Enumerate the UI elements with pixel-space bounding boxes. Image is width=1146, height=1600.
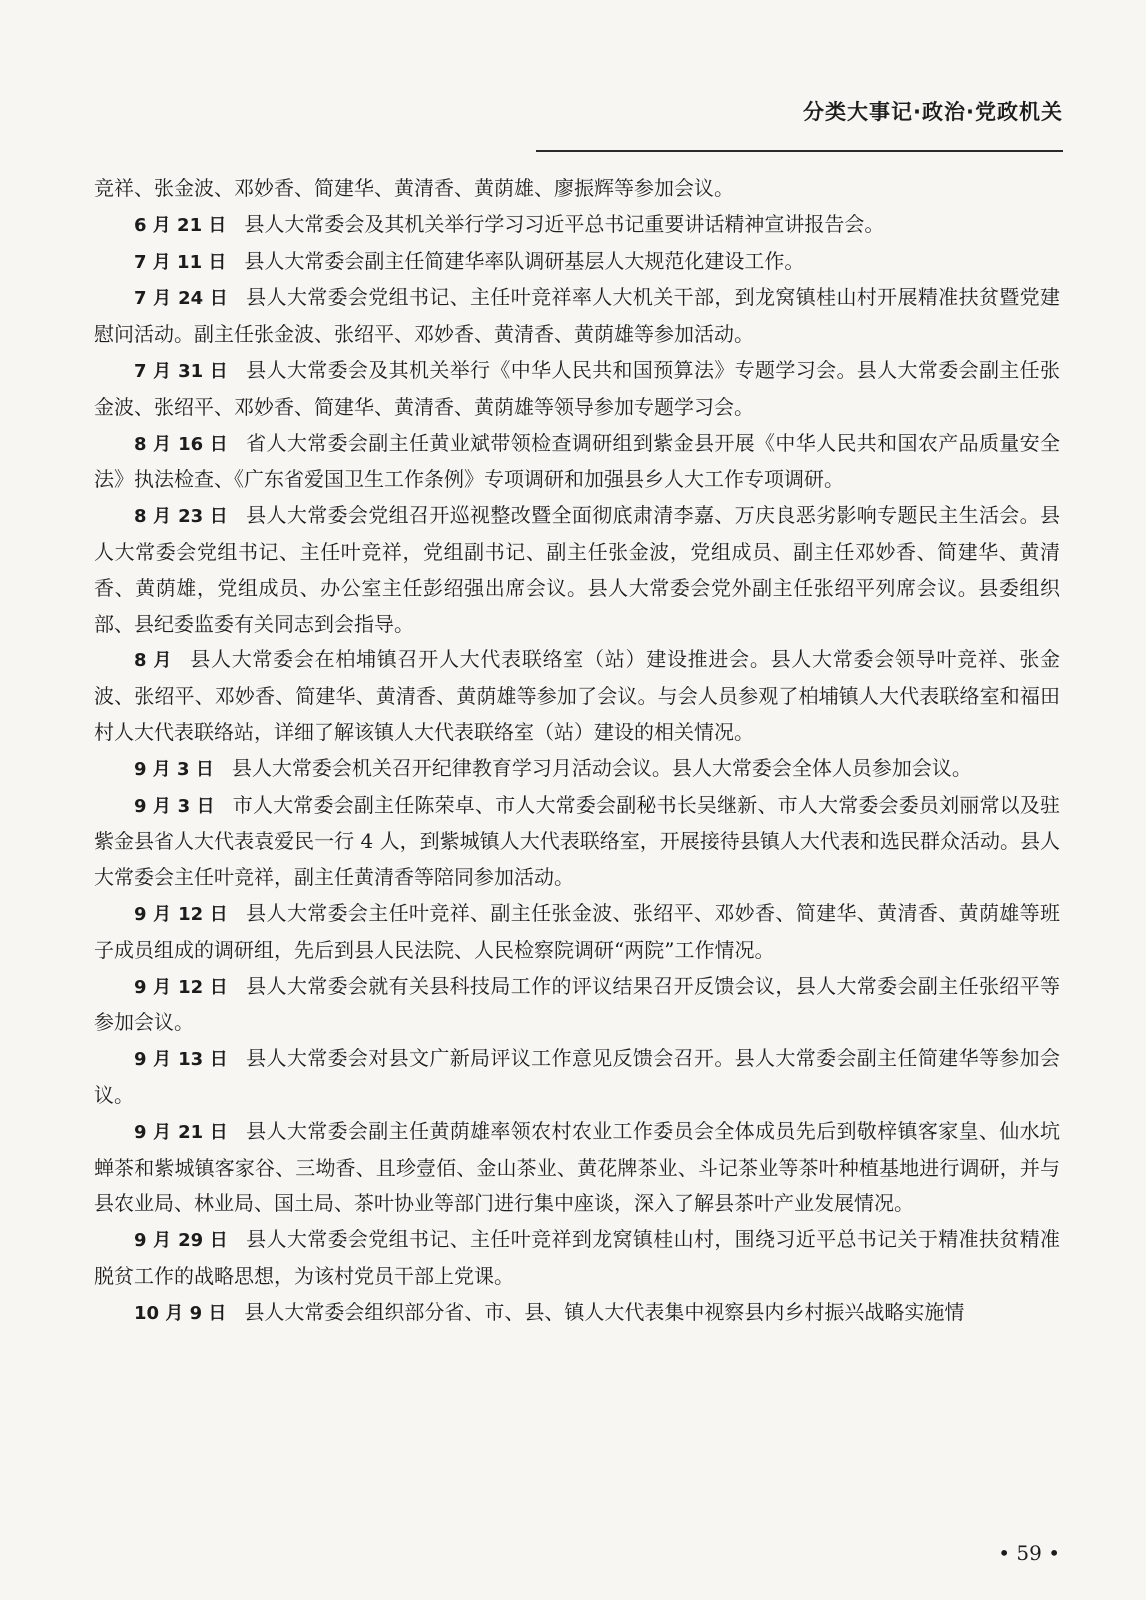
entry-date: 8 月 16 日 [134,433,229,455]
entry-date: 9 月 29 日 [134,1230,229,1252]
entry-date: 9 月 21 日 [134,1121,229,1143]
entry-text: 县人大常委会对县文广新局评议工作意见反馈会召开。县人大常委会副主任简建华等参加会议。 [94,1046,1061,1107]
entry-paragraph [94,642,1060,750]
entry-text: 县人大常委会就有关县科技局工作的评议结果召开反馈会议，县人大常委会副主任张绍平等参加会议。 [94,973,1061,1035]
entry-paragraph [94,896,1060,969]
entry-date: 9 月 12 日 [134,903,229,925]
entry-paragraph [94,426,1060,499]
entry-text: 县人大常委会党组书记、主任叶竞祥到龙窝镇桂山村，围绕习近平总书记关于精准扶贫精准脱贫工作的战略思想，为该村党员干部上党课。 [94,1227,1061,1288]
entry-text: 县人大常委会机关召开纪律教育学习月活动会议。县人大常委会全体人员参加会议。 [231,755,972,780]
entry-date: 7 月 11 日 [134,251,227,273]
entry-paragraph [94,1222,1060,1295]
entry-paragraph [94,498,1060,642]
entry-text: 县人大常委会党组召开巡视整改暨全面彻底肃清李嘉、万庆良恶劣影响专题民主生活会。县人大常委会党组书记、主任叶竞祥，党组副书记、副主任张金波，党组成员、副主任邓妙香、简建华、黄清香、黄荫雄，党组成员、办公室主任彭绍强出席会议。县人大常委会党外副主任张绍平列席会议。县委组织部、县纪委监委有关同志到会指导。 [94,503,1061,636]
entry-text: 县人大常委会党组书记、主任叶竞祥率人大机关干部，到龙窝镇桂山村开展精准扶贫暨党建慰问活动。副主任张金波、张绍平、邓妙香、黄清香、黄荫雄等参加活动。 [94,285,1061,347]
entry-paragraph [94,788,1060,896]
page-number: • 59 • [998,1541,1060,1565]
entry-date: 8 月 [134,650,173,672]
entry-paragraph [94,244,1060,281]
entry-date: 9 月 3 日 [134,795,215,817]
entry-text: 县人大常委会主任叶竞祥、副主任张金波、张绍平、邓妙香、简建华、黄清香、黄荫雄等班子成员组成的调研组，先后到县人民法院、人民检察院调研“两院”工作情况。 [94,900,1061,962]
entry-paragraph [94,969,1060,1042]
entry-paragraph [94,207,1060,244]
entry-text: 县人大常委会及其机关举行学习习近平总书记重要讲话精神宣讲报告会。 [244,211,885,236]
entry-text: 市人大常委会副主任陈荣卓、市人大常委会副秘书长吴继新、市人大常委会委员刘丽常以及驻紫金县省人大代表袁爱民一行 4 人，到紫城镇人大代表联络室，开展接待县镇人大代表和选民群众活动。县人大常委会主任叶竞祥，副主任黄清香等陪同参加活动。 [94,792,1061,890]
entry-date: 8 月 23 日 [134,506,229,528]
entry-date: 7 月 24 日 [134,288,229,310]
entry-text: 县人大常委会在柏埔镇召开人大代表联络室（站）建设推进会。县人大常委会领导叶竞祥、张金波、张绍平、邓妙香、简建华、黄清香、黄荫雄等参加了会议。与会人员参观了柏埔镇人大代表联络室和福田村人大代表联络站，详细了解该镇人大代表联络室（站）建设的相关情况。 [94,647,1061,744]
entry-date: 9 月 13 日 [134,1049,229,1071]
entry-date: 10 月 9 日 [134,1302,227,1324]
entry-text: 县人大常委会及其机关举行《中华人民共和国预算法》专题学习会。县人大常委会副主任张金波、张绍平、邓妙香、简建华、黄清香、黄荫雄等领导参加专题学习会。 [94,357,1061,419]
entry-paragraph [94,280,1060,353]
entry-date: 9 月 3 日 [134,758,214,780]
entry-paragraph [94,1114,1060,1222]
entry-date: 9 月 12 日 [134,976,229,998]
entry-text: 竞祥、张金波、邓妙香、简建华、黄清香、黄荫雄、廖振辉等参加会议。 [94,176,734,200]
entry-text: 县人大常委会副主任简建华率队调研基层人大规范化建设工作。 [244,248,805,273]
entry-paragraph [94,1295,1060,1332]
entry-date: 7 月 31 日 [134,360,229,382]
entry-text: 县人大常委会组织部分省、市、县、镇人大代表集中视察县内乡村振兴战略实施情 [244,1299,965,1324]
entry-paragraph [94,751,1060,788]
entry-text: 县人大常委会副主任黄荫雄率领农村农业工作委员会全体成员先后到敬梓镇客家皇、仙水坑蝉茶和紫城镇客家谷、三坳香、且珍壹佰、金山茶业、黄花牌茶业、斗记茶业等茶叶种植基地进行调研，并与县农业局、林业局、国土局、茶叶协业等部门进行集中座谈，深入了解县茶叶产业发展情况。 [94,1118,1061,1216]
entry-paragraph [94,171,1060,207]
entry-paragraph [94,1041,1060,1114]
document-body [94,171,1060,1332]
entry-paragraph [94,353,1060,426]
entry-date: 6 月 21 日 [134,214,227,236]
header-rule [536,150,1063,152]
running-header: 分类大事记·政治·党政机关 [803,100,1063,124]
entry-text: 省人大常委会副主任黄业斌带领检查调研组到紫金县开展《中华人民共和国农产品质量安全法》执法检查、《广东省爱国卫生工作条例》专项调研和加强县乡人大工作专项调研。 [94,430,1061,492]
